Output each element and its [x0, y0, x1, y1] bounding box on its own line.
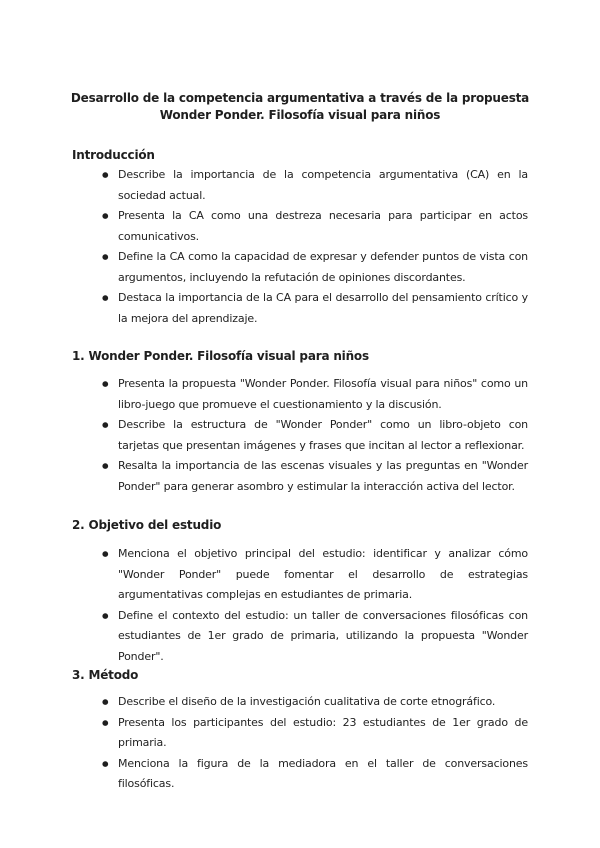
bullet-list-wonder-ponder [72, 374, 528, 497]
section-heading-introduccion: Introducción [72, 148, 155, 162]
list-item: ● Describe la estructura de "Wonder Ponder" como un libro-objeto con tarjetas que presentan imágenes y frases que incitan al lector a reflexionar. [72, 415, 528, 456]
section-heading-wonder-ponder: 1. Wonder Ponder. Filosofía visual para niños [72, 349, 369, 363]
list-item: ● Resalta la importancia de las escenas visuales y las preguntas en "Wonder Ponder" para generar asombro y estimular la interacción activa del lector. [72, 456, 528, 497]
bullet-list-objetivo [72, 544, 528, 667]
list-item: ● Define la CA como la capacidad de expresar y defender puntos de vista con argumentos, incluyendo la refutación de opiniones discordantes. [72, 247, 528, 288]
bullet-list-introduccion [72, 165, 528, 329]
list-item: ● Menciona la figura de la mediadora en el taller de conversaciones filosóficas. [72, 754, 528, 795]
list-item: ● Presenta los participantes del estudio: 23 estudiantes de 1er grado de primaria. [72, 713, 528, 754]
section-heading-objetivo: 2. Objetivo del estudio [72, 518, 222, 532]
list-item: ● Presenta la propuesta "Wonder Ponder. Filosofía visual para niños" como un libro-juego que promueve el cuestionamiento y la discusión. [72, 374, 528, 415]
list-item: ● Describe el diseño de la investigación cualitativa de corte etnográfico. [72, 692, 528, 713]
list-item: ● Destaca la importancia de la CA para el desarrollo del pensamiento crítico y la mejora del aprendizaje. [72, 288, 528, 329]
list-item: ● Describe la importancia de la competencia argumentativa (CA) en la sociedad actual. [72, 165, 528, 206]
list-item: ● Presenta la CA como una destreza necesaria para participar en actos comunicativos. [72, 206, 528, 247]
section-heading-metodo: 3. Método [72, 668, 139, 682]
list-item: ● Menciona el objetivo principal del estudio: identificar y analizar cómo "Wonder Ponder" puede fomentar el desarrollo de estrategias argumentativas complejas en estudiantes de primaria. [72, 544, 528, 606]
list-item: ● Define el contexto del estudio: un taller de conversaciones filosóficas con estudiantes de 1er grado de primaria, utilizando la propuesta "Wonder Ponder". [72, 606, 528, 668]
document-title: Desarrollo de la competencia argumentativa a través de la propuesta Wonder Ponder. Filosofía visual para niños [70, 91, 530, 122]
bullet-list-metodo [72, 692, 528, 795]
